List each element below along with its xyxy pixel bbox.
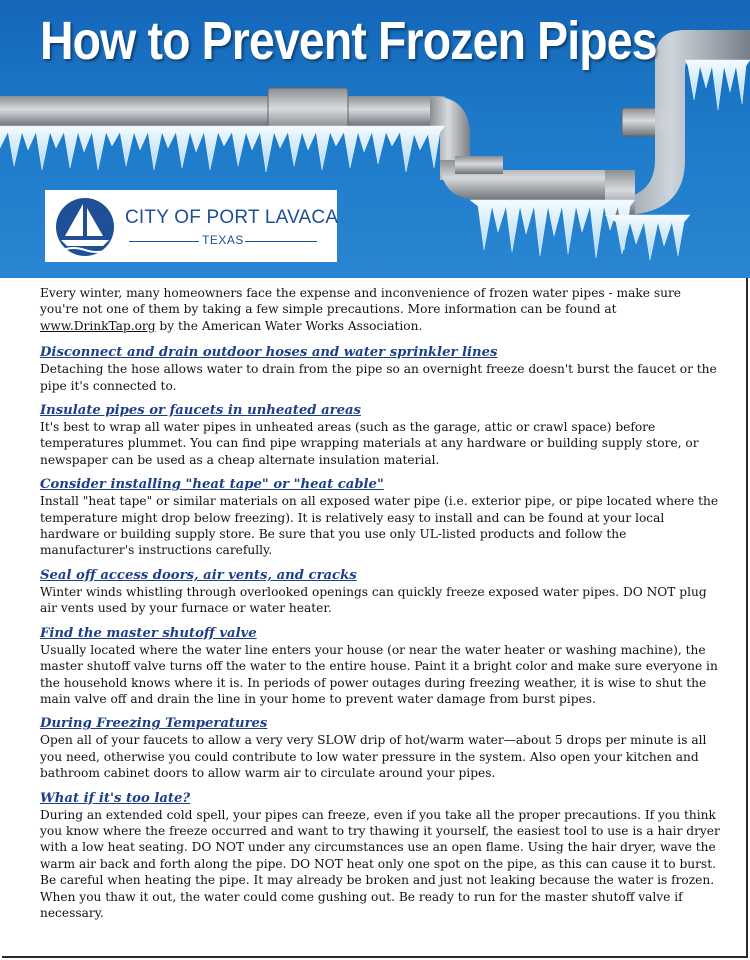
section-body: Winter winds whistling through overlooked openings can quickly freeze exposed water pipes. DO NOT plug air vents used by your furnace or water heater.: [40, 584, 707, 616]
header-banner: [0, 0, 750, 278]
section-body: During an extended cold spell, your pipes can freeze, even if you take all the proper precautions. If you think you know where the freeze occurred and want to try thawing it yourself, the easiest tool to use is a hair dryer with a low heat seating. DO NOT under any circumstances use an open flame. Using the hair dryer, wave the warm air back and forth along the pipe. DO NOT heat only one spot on the pipe, as this can cause it to burst. Be careful when heating the pipe. It may already be broken and just not leaking because the water is frozen. When you thaw it out, the water could come gushing out. Be ready to run for the master shutoff valve if necessary.: [40, 807, 720, 920]
section-heading: Seal off access doors, air vents, and cracks: [40, 567, 357, 583]
section-body: Install "heat tape" or similar materials on all exposed water pipe (i.e. exterior pipe, or pipe located where the temperature might drop below freezing). It is relatively easy to install and can be found at your local hardware or building supply store. Be sure that you use only UL-listed products and follow the manufacturer's instructions carefully.: [40, 494, 719, 558]
section-heading: What if it's too late?: [40, 790, 191, 806]
section-heat-tape: [40, 476, 720, 559]
drinktap-link[interactable]: www.DrinkTap.org: [40, 318, 156, 333]
section-insulate-pipes: [40, 402, 720, 468]
section-body: Detaching the hose allows water to drain from the pipe so an overnight freeze doesn't burst the faucet or the pipe it's connected to.: [40, 362, 717, 393]
article-body: [40, 285, 720, 929]
sailboat-icon: [53, 196, 117, 258]
section-shutoff-valve: [40, 625, 720, 708]
logo-divider-right: [245, 241, 317, 242]
section-body: Open all of your faucets to allow a very very SLOW drip of hot/warm water—about 5 drops per minute is all you need, otherwise you could contribute to low water pressure in the system. Also open your kitchen and bathroom cabinet doors to allow warm air to circulate around your pipes.: [40, 733, 707, 781]
section-body: Usually located where the water line enters your house (or near the water heater or washing machine), the master shutoff valve turns off the water to the entire house. Paint it a bright color and make sure everyone in the household knows where it is. In periods of power outages during freezing weather, it is wise to shut the main valve off and drain the line in your home to prevent water damage from burst pipes.: [40, 642, 718, 706]
section-heading: During Freezing Temperatures: [40, 716, 268, 732]
section-heading: Disconnect and drain outdoor hoses and water sprinkler lines: [40, 345, 498, 361]
page-title: How to Prevent Frozen Pipes: [40, 11, 657, 71]
section-freezing-temperatures: [40, 715, 720, 781]
section-heading: Find the master shutoff valve: [40, 625, 257, 641]
intro-paragraph: [40, 285, 720, 334]
section-too-late: [40, 790, 720, 922]
section-body: It's best to wrap all water pipes in unheated areas (such as the garage, attic or crawl space) before temperatures plummet. You can find pipe wrapping materials at any hardware or building supply store, or newspaper can be used as a cheap alternate insulation material.: [40, 420, 699, 467]
section-heading: Consider installing "heat tape" or "heat cable": [40, 477, 384, 493]
section-seal-openings: [40, 567, 720, 617]
intro-text-before: Every winter, many homeowners face the expense and inconvenience of frozen water pipes - make sure you're not one of them by taking a few simple precautions. More information can be found at: [40, 286, 681, 317]
section-disconnect-hoses: [40, 344, 720, 394]
intro-text-after: by the American Water Works Association.: [155, 318, 423, 333]
city-name: CITY OF PORT LAVACA: [125, 207, 339, 228]
city-state: TEXAS: [202, 233, 244, 247]
city-logo: [45, 190, 337, 262]
section-heading: Insulate pipes or faucets in unheated areas: [40, 403, 361, 419]
